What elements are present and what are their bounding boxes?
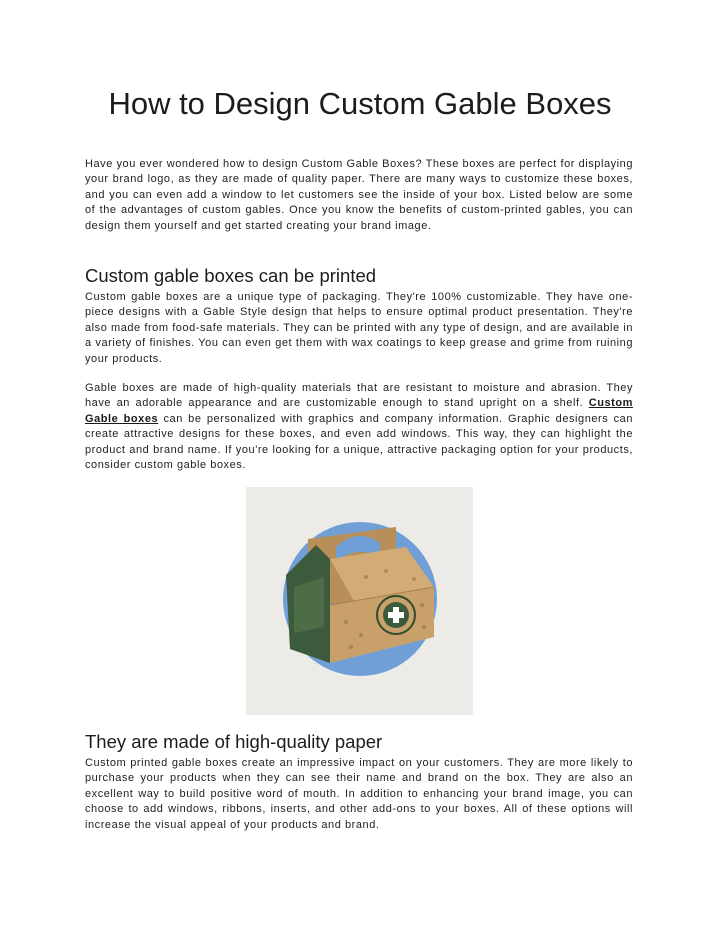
section1-paragraph-1: Custom gable boxes are a unique type of packaging. They're 100% customizable. They have one-piece designs with a Gable Style design that helps to ensure optimal product presentation. They're also made from food-safe materials. They can be printed with any type of design, and are available in a variety of finishes. You can even get them with wax coatings to keep grease and grime from ruining your products. bbox=[85, 291, 633, 365]
paragraph-text: can be personalized with graphics and company information. Graphic designers can create attractive designs for these boxes, and even add windows. This way, they can highlight the product and brand name. If you're looking for a unique, attractive packaging option for your products, consider custom gable boxes. bbox=[85, 412, 633, 472]
section1-paragraph-2 bbox=[85, 381, 633, 473]
gable-box-illustration bbox=[246, 487, 473, 715]
gable-box-image bbox=[246, 487, 473, 715]
paragraph-text: Gable boxes are made of high-quality materials that are resistant to moisture and abrasion. They have an adorable appearance and are customizable enough to stand upright on a shelf. bbox=[85, 382, 633, 410]
intro-paragraph: Have you ever wondered how to design Custom Gable Boxes? These boxes are perfect for displaying your brand logo, as they are made of quality paper. There are many ways to customize these boxes, and you can even add a window to let customers see the inside of your box. Listed below are some of the advantages of custom gables. Once you know the benefits of custom-printed gables, you can design them yourself and get started creating your brand image. bbox=[85, 158, 633, 232]
section-heading-quality-paper: They are made of high-quality paper bbox=[85, 731, 383, 752]
page-title: How to Design Custom Gable Boxes bbox=[108, 86, 612, 121]
custom-gable-boxes-link[interactable]: Custom Gable boxes bbox=[85, 397, 633, 425]
section2-paragraph-1: Custom printed gable boxes create an impressive impact on your customers. They are more likely to purchase your products when they can see their name and brand on the box. They are also an excellent way to build positive word of mouth. In addition to enhancing your brand image, you can choose to add windows, ribbons, inserts, and other add-ons to your boxes. All of these options will increase the visual appeal of your products and brand. bbox=[85, 757, 633, 831]
section-heading-printed: Custom gable boxes can be printed bbox=[85, 265, 377, 286]
